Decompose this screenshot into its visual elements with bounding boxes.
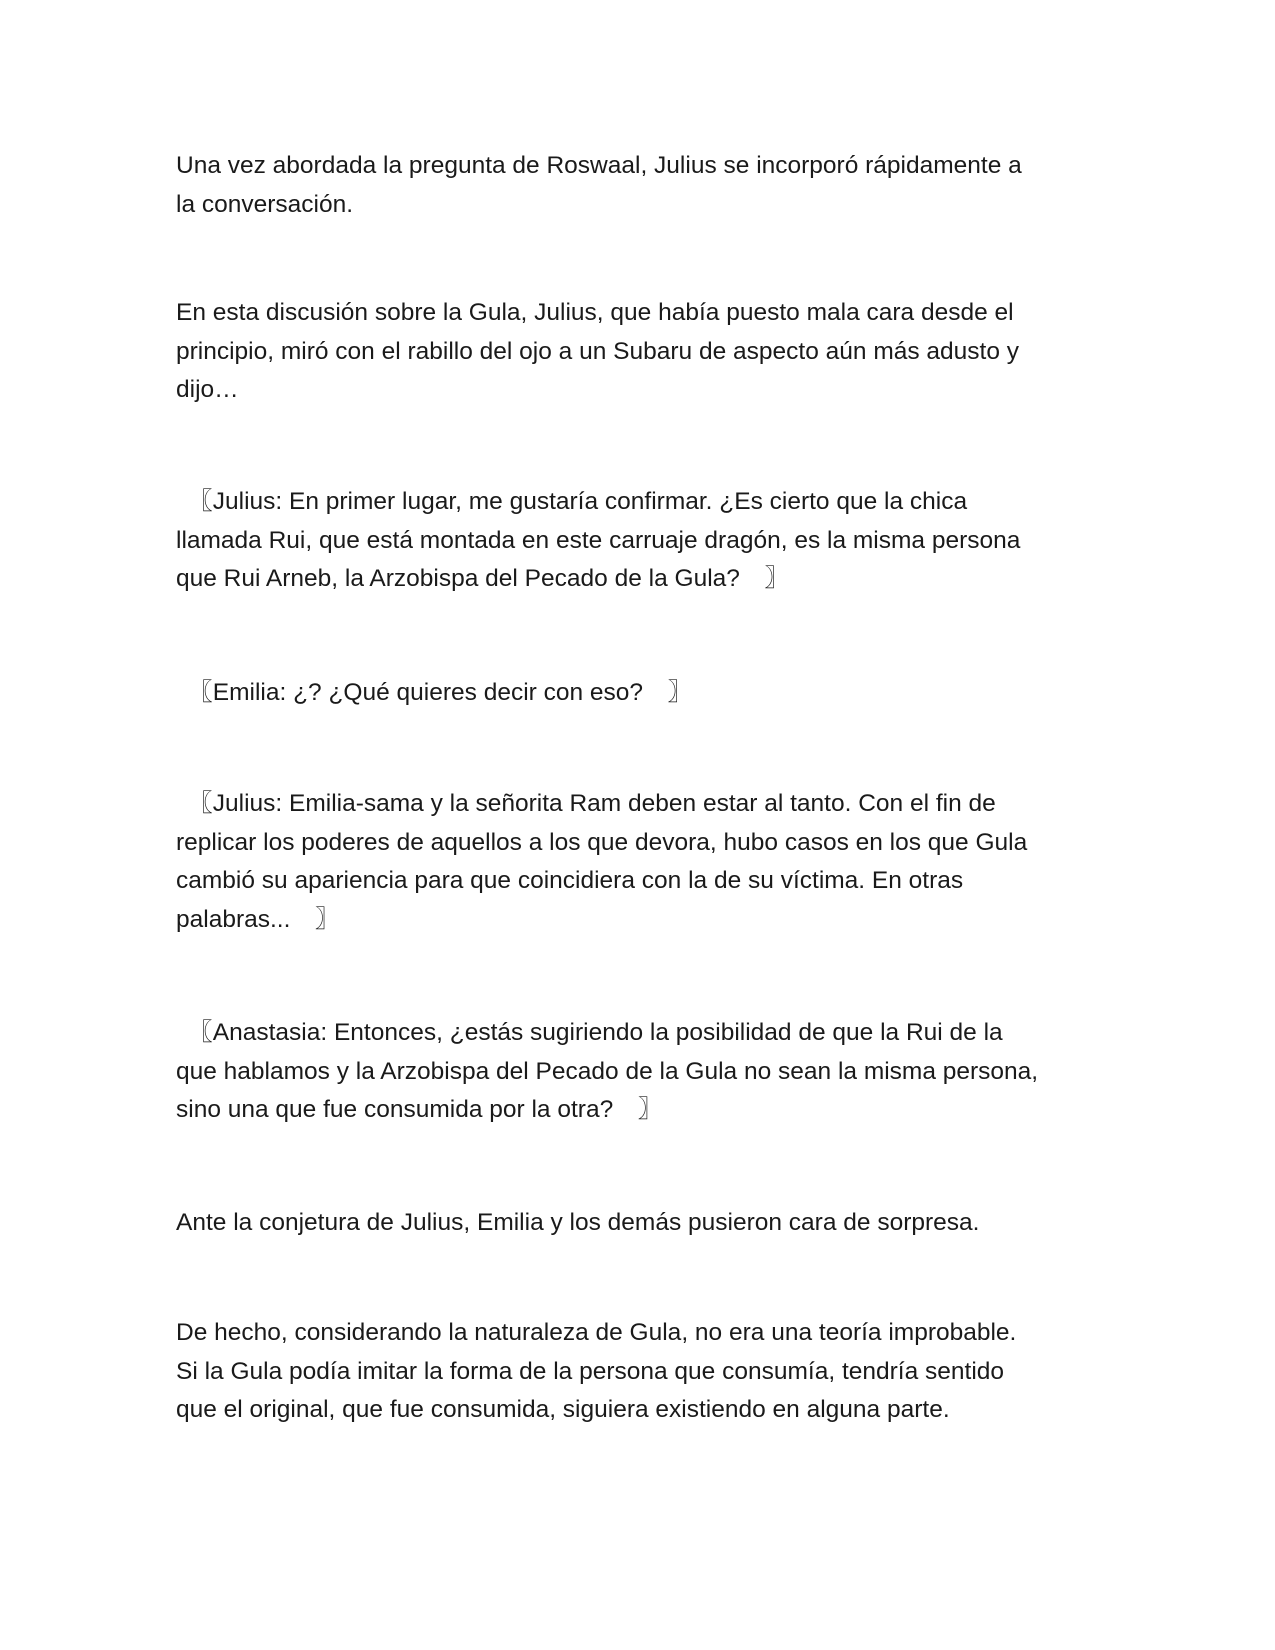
text-line: cambió su apariencia para que coincidiera con la de su víctima. En otras xyxy=(176,867,964,894)
text-line: que el original, que fue consumida, siguiera existiendo en alguna parte. xyxy=(176,1396,950,1423)
text-line: 〖Julius: Emilia-sama y la señorita Ram deben estar al tanto. Con el fin de xyxy=(176,790,996,817)
text-line: replicar los poderes de aquellos a los que devora, hubo casos en los que Gula xyxy=(176,828,1028,856)
paragraph-narration xyxy=(176,147,1106,224)
text-line: En esta discusión sobre la Gula, Julius, que había puesto mala cara desde el xyxy=(176,299,1014,326)
text-line: De hecho, considerando la naturaleza de Gula, no era una teoría improbable. xyxy=(176,1319,1017,1346)
paragraph-narration xyxy=(176,1204,1106,1243)
text-line: que Rui Arneb, la Arzobispa del Pecado de la Gula? 〗 xyxy=(176,565,789,592)
text-line: que hablamos y la Arzobispa del Pecado de la Gula no sean la misma persona, xyxy=(176,1057,1039,1085)
text-line: 〖Julius: En primer lugar, me gustaría confirmar. ¿Es cierto que la chica xyxy=(176,488,968,515)
text-line: 〖Anastasia: Entonces, ¿estás sugiriendo la posibilidad de que la Rui de la xyxy=(176,1019,1003,1046)
text-line: llamada Rui, que está montada en este carruaje dragón, es la misma persona xyxy=(176,526,1021,554)
text-line: 〖Emilia: ¿? ¿Qué quieres decir con eso? 〗 xyxy=(176,679,693,706)
text-line: dijo… xyxy=(176,376,239,403)
paragraph-dialogue-anastasia xyxy=(176,1014,1106,1130)
text-line: la conversación. xyxy=(176,190,354,218)
text-line: sino una que fue consumida por la otra? 〗 xyxy=(176,1096,663,1123)
text-line: Ante la conjetura de Julius, Emilia y los demás pusieron cara de sorpresa. xyxy=(176,1209,980,1236)
text-line: principio, miró con el rabillo del ojo a un Subaru de aspecto aún más adusto y xyxy=(176,337,1020,365)
paragraph-narration xyxy=(176,1314,1106,1430)
paragraph-dialogue-julius xyxy=(176,483,1106,599)
paragraph-dialogue-julius xyxy=(176,785,1106,939)
text-line: Si la Gula podía imitar la forma de la persona que consumía, tendría sentido xyxy=(176,1357,1005,1385)
text-line: Una vez abordada la pregunta de Roswaal, Julius se incorporó rápidamente a xyxy=(176,152,1022,179)
paragraph-dialogue-emilia xyxy=(176,674,1106,713)
paragraph-narration xyxy=(176,294,1106,410)
text-line: palabras... 〗 xyxy=(176,905,340,933)
